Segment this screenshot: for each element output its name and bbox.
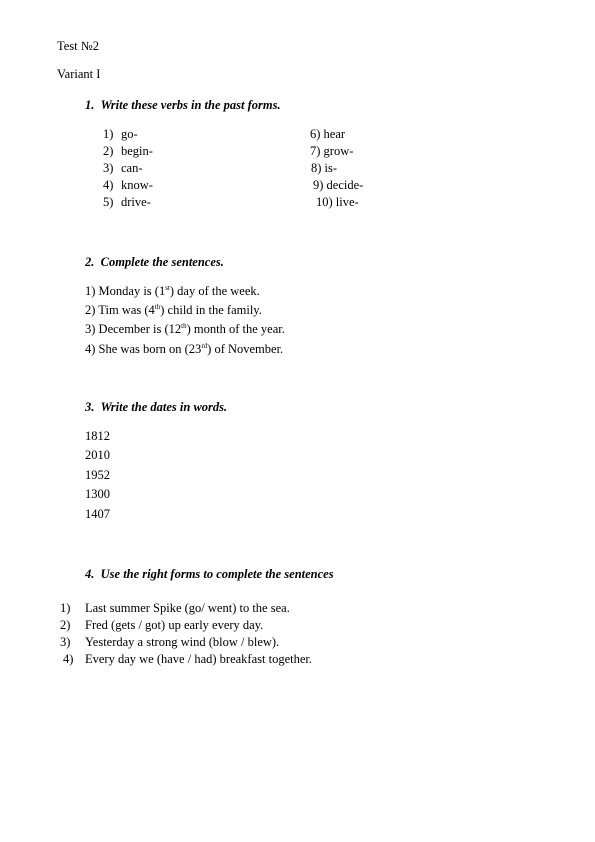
- task2-heading: [85, 256, 224, 269]
- verb-item: 2) begin-: [103, 144, 153, 158]
- sentence-item: 1) Monday is (1st) day of the week.: [85, 283, 260, 298]
- verb-item: 6) hear: [310, 127, 346, 141]
- task1-heading: [85, 99, 281, 112]
- exercise-item: 2) Fred (gets / got) up early every day.: [60, 618, 264, 632]
- task1-number: 1.: [85, 98, 95, 112]
- date-item: 2010: [85, 448, 110, 462]
- test-title: Test №2: [57, 39, 99, 53]
- variant-label: Variant I: [57, 67, 101, 81]
- task4-title: Use the right forms to complete the sentences: [100, 567, 334, 581]
- task1-title: Write these verbs in the past forms.: [100, 98, 281, 112]
- sentence-item: 4) She was born on (23rd) of November.: [85, 341, 284, 356]
- sentence-item: 3) December is (12th) month of the year.: [85, 321, 285, 336]
- task2-title: Complete the sentences.: [100, 255, 224, 269]
- verb-item: 1) go-: [103, 127, 138, 141]
- sentence-item: 2) Tim was (4th) child in the family.: [85, 302, 262, 317]
- verb-item: 9) decide-: [313, 178, 364, 192]
- task3-title: Write the dates in words.: [100, 400, 228, 414]
- verb-item: 3) can-: [103, 161, 143, 175]
- verb-item: 5) drive-: [103, 195, 151, 209]
- verb-item: 4) know-: [103, 178, 153, 192]
- task3-heading: [85, 401, 227, 414]
- verb-item: 10) live-: [316, 195, 359, 209]
- exercise-item: 4) Every day we (have / had) breakfast together.: [63, 652, 312, 666]
- task3-number: 3.: [85, 400, 95, 414]
- date-item: 1952: [85, 468, 110, 482]
- exercise-item: 1) Last summer Spike (go/ went) to the sea.: [60, 601, 290, 615]
- date-item: 1407: [85, 507, 110, 521]
- exercise-item: 3) Yesterday a strong wind (blow / blew).: [60, 635, 280, 649]
- verb-item: 7) grow-: [310, 144, 354, 158]
- date-item: 1300: [85, 487, 110, 501]
- task2-number: 2.: [85, 255, 95, 269]
- date-item: 1812: [85, 429, 110, 443]
- verb-item: 8) is-: [311, 161, 338, 175]
- task4-heading: [85, 568, 334, 581]
- task4-number: 4.: [85, 567, 95, 581]
